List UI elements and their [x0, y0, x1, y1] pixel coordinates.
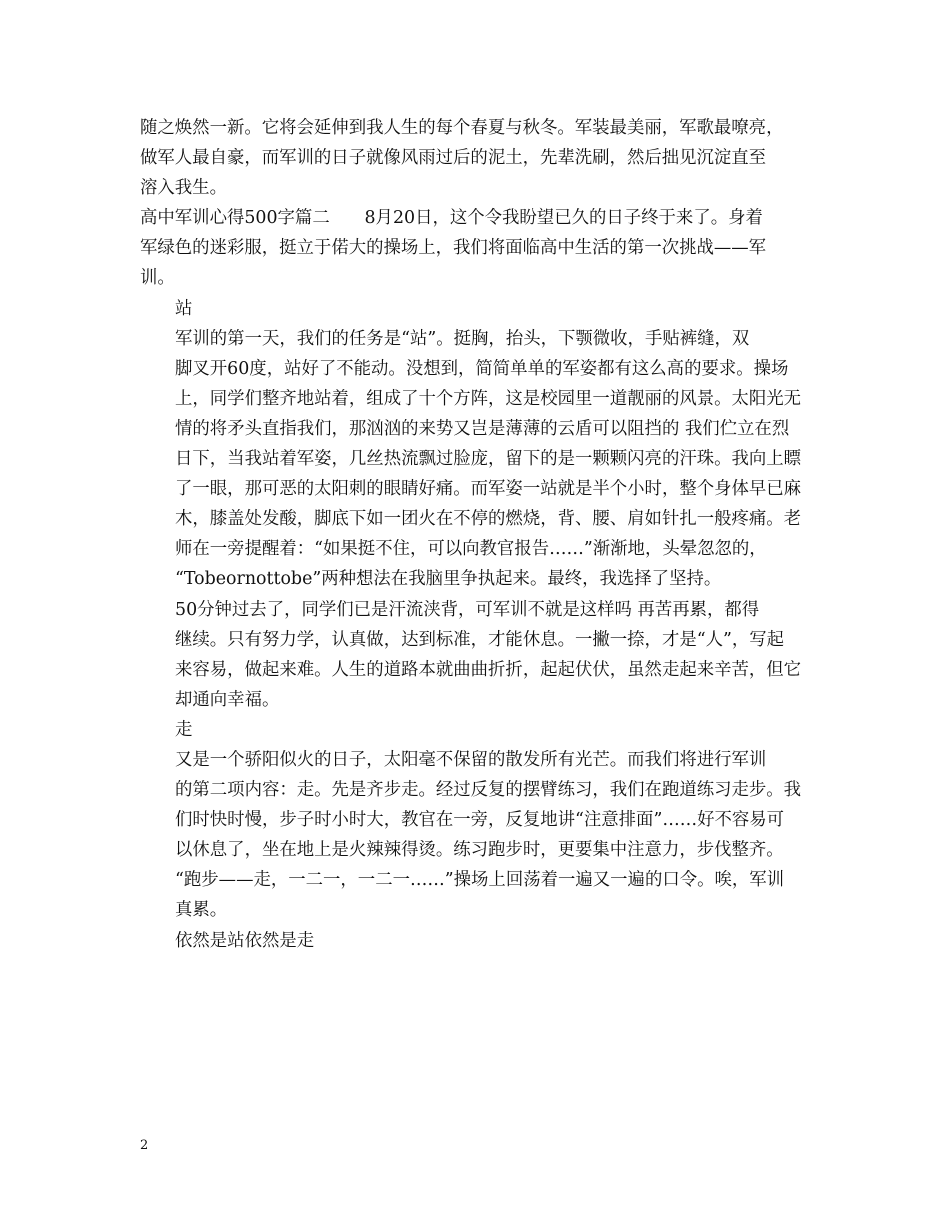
subheading-still-stand-walk: 依然是站依然是走	[175, 930, 315, 951]
page-number: 2	[140, 1138, 149, 1153]
paragraph-fifty-minutes: 50分钟过去了，同学们已是汗流浃背，可军训不就是这样吗 再苦再累，都得 继续。只有努力学，认真做，达到标准，才能休息。一撇一捺，才是“人”，写起 来容易，做起来难。人生的道路本就曲曲折折，起起伏伏，虽然走起来辛苦，但它 却通向幸福。	[175, 599, 802, 710]
subheading-stand: 站	[175, 298, 193, 319]
paragraph-stand-day-one: 军训的第一天，我们的任务是“站”。挺胸，抬头，下颚微收，手贴裤缝，双 脚叉开60度，站好了不能动。没想到，简简单单的军姿都有这么高的要求。操场 上，同学们整齐地站着，组成了十个方阵，这是校园里一道靓丽的风景。太阳光无 情的将矛头直指我们，那汹汹的来势又岂是薄薄的云盾可以阻挡的 我们伫立在烈 日下，当我站着军姿，几丝热流飘过脸庞，留下的是一颗颗闪亮的汗珠。我向上瞟 了一眼，那可恶的太阳刺的眼睛好痛。而军姿一站就是半个小时，整个身体早已麻 木，膝盖处发酸，脚底下如一团火在不停的燃烧，背、腰、肩如针扎一般疼痛。老 师在一旁提醒着：“如果挺不住，可以向教官报告……”渐渐地，头晕忽忽的， “Tobeornottobe”两种想法在我脑里争执起来。最终，我选择了坚持。	[175, 328, 802, 590]
paragraph-section-heading: 高中军训心得500字篇二 8月20日，这个令我盼望已久的日子终于来了。身着 军绿色的迷彩服，挺立于偌大的操场上，我们将面临高中生活的第一次挑战——军 训。	[140, 208, 767, 289]
subheading-walk: 走	[175, 719, 193, 740]
document-body	[140, 113, 840, 956]
paragraph-continuation: 随之焕然一新。它将会延伸到我人生的每个春夏与秋冬。军装最美丽，军歌最嘹亮， 做军人最自豪，而军训的日子就像风雨过后的泥土，先辈洗刷，然后拙见沉淀直至 溶入我生。	[140, 118, 784, 199]
paragraph-walk: 又是一个骄阳似火的日子，太阳毫不保留的散发所有光芒。而我们将进行军训 的第二项内容：走。先是齐步走。经过反复的摆臂练习，我们在跑道练习走步。我 们时快时慢，步子时小时大，教官在一旁，反复地讲“注意排面”……好不容易可 以休息了，坐在地上是火辣辣得烫。练习跑步时，更要集中注意力，步伐整齐。 “跑步——走，一二一，一二一……”操场上回荡着一遍又一遍的口令。唉，军训 真累。	[175, 749, 802, 921]
